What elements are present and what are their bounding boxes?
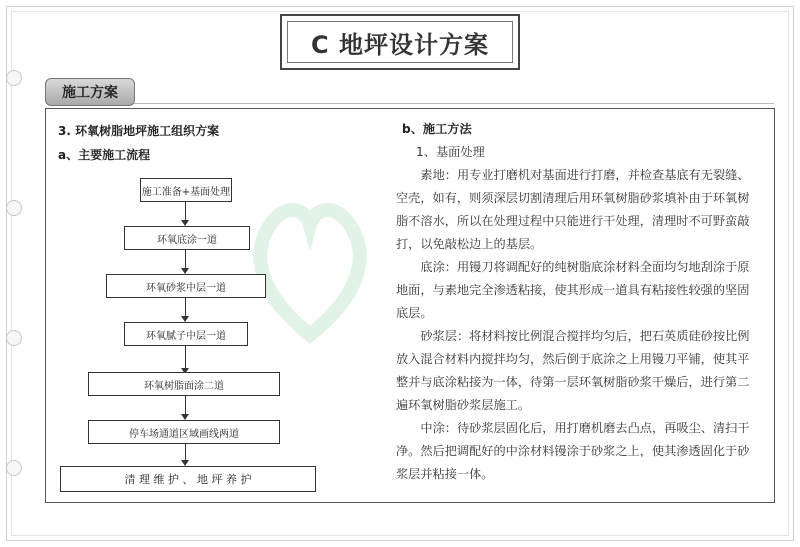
flow-step: 环氧底涂一道 xyxy=(124,226,250,250)
title-box xyxy=(280,14,520,70)
method-paragraph: 底涂：用镘刀将调配好的纯树脂底涂材料全面均匀地刮涂于原地面，与素地完全渗透粘接，使其形成一道具有粘接性较强的坚固底层。 xyxy=(396,260,750,320)
page-title: C 地坪设计方案 xyxy=(311,30,489,59)
binding-ring xyxy=(6,460,22,476)
flow-connector xyxy=(185,298,186,318)
section-divider xyxy=(134,103,774,104)
flow-step: 环氧树脂面涂二道 xyxy=(88,372,280,396)
flow-subheading: a、主要施工流程 xyxy=(58,148,151,162)
method-paragraph: 砂浆层：将材料按比例混合搅拌均匀后，把石英质硅砂按比例放入混合材料内搅拌均匀，然后倒于底涂之上用镘刀平铺，使其平整并与底涂粘接为一体，待第一层环氧树脂砂浆干燥后，进行第二遍环氧树脂砂浆层施工。 xyxy=(396,329,750,412)
flow-step: 停车场通道区域画线两道 xyxy=(88,420,280,444)
binding-ring xyxy=(6,200,22,216)
method-step-title: 1、基面处理 xyxy=(416,145,485,159)
flow-step: 清 理 维 护 、 地 坪 养 护 xyxy=(60,466,316,492)
flow-connector xyxy=(185,202,186,222)
flow-connector xyxy=(185,250,186,270)
method-paragraph: 素地：用专业打磨机对基面进行打磨，并检查基底有无裂缝、空壳，如有，则须深层切割清理后用环氧树脂砂浆填补由于环氧树脂不溶水，所以在处理过程中只能进行干处理，清理时不可野蛮敲打，以免敲松边上的基层。 xyxy=(396,168,750,251)
flow-step: 环氧腻子中层一道 xyxy=(124,322,248,346)
method-paragraph: 中涂：待砂浆层固化后，用打磨机磨去凸点，再吸尘、清扫干净。然后把调配好的中涂材料镘涂于砂浆之上，使其渗透固化于砂浆层并粘接一体。 xyxy=(396,421,750,481)
section-tab: 施工方案 xyxy=(45,78,135,106)
method-column xyxy=(396,118,758,486)
left-heading: 3. 环氧树脂地坪施工组织方案 xyxy=(58,124,220,138)
flow-step: 环氧砂浆中层一道 xyxy=(106,274,266,298)
flow-connector xyxy=(185,396,186,416)
flow-connector xyxy=(185,346,186,370)
binding-ring xyxy=(6,70,22,86)
flow-step: 施工准备+基面处理 xyxy=(140,178,232,202)
method-heading: b、施工方法 xyxy=(402,122,472,136)
binding-ring xyxy=(6,330,22,346)
